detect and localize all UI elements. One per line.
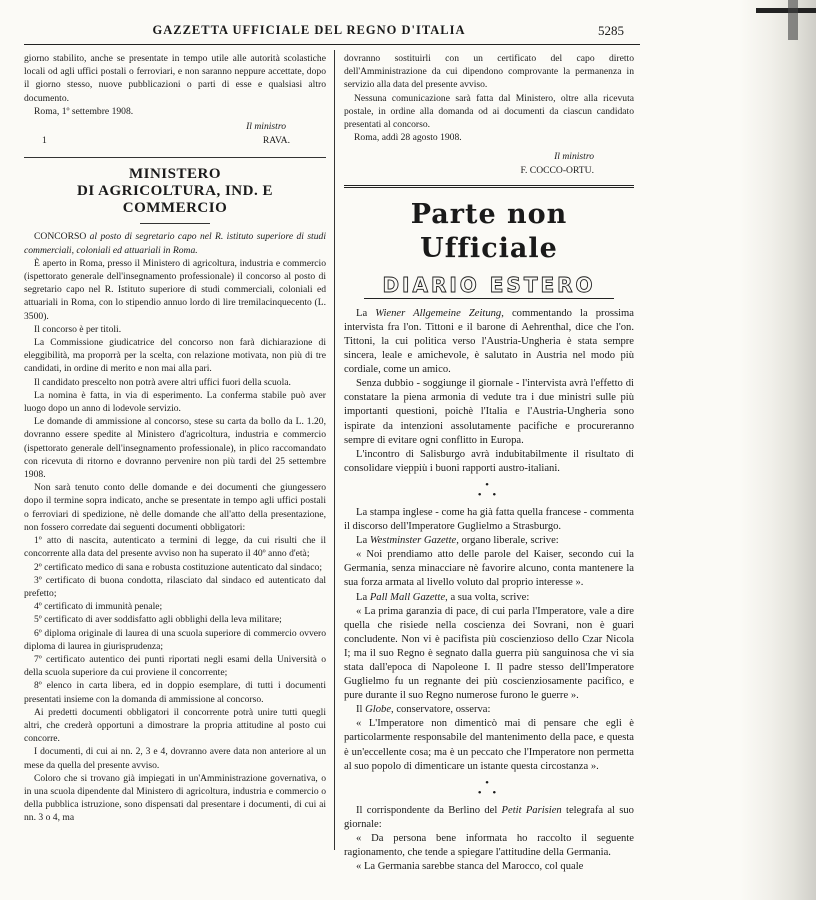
left-top-paragraph: giorno stabilito, anche se presentate in tempo utile alle autorità scolastiche locali od agli uffici postali o ferroviari, e non saranno neppure accettate, dopo il giorno stesso, nuove pubblicazioni o parti di esse e qualsiasi altro documento.	[24, 53, 326, 104]
document-item: 7º certificato autentico dei punti riportati negli esami della Università o della scuola superiore da cui proviene il concorrente;	[24, 653, 326, 679]
article-paragraph: Senza dubbio - soggiunge il giornale - l'intervista avrà l'effetto di constatare la piena armonia di vedute tra i due ministri sulle più importanti questioni, poichè l'Italia e l'Austria-Ungheria sono ispirate da intenzioni assolutamente pacifiche e procureranno sempre di evitare ogni conflitto in Europa.	[344, 378, 634, 446]
gazette-title: GAZZETTA UFFICIALE DEL REGNO D'ITALIA	[152, 23, 466, 37]
document-item: 6º diploma originale di laurea di una scuola superiore di commercio ovvero diploma di laurea in giurisprudenza;	[24, 627, 326, 652]
text-run: Il corrispondente da Berlino del	[356, 804, 502, 816]
right-notice	[344, 52, 634, 144]
document-item: 8º elenco in carta libera, ed in doppio esemplare, di tutti i documenti presentati insieme con la domanda di ammissione al concorso.	[24, 680, 326, 705]
text-run: La	[356, 535, 370, 547]
article-paragraph	[344, 703, 634, 717]
subsection-rule	[364, 298, 614, 299]
article-quote: « Noi prendiamo atto delle parole del Kaiser, secondo cui la Germania, senza minacciare nè favorire alcuno, conta mantenere la sua forza armata al livello voluto dal proprio interesse ».	[344, 549, 634, 589]
article-paragraph	[344, 534, 634, 548]
left-paragraph: Non sarà tenuto conto delle domande e dei documenti che giungessero dopo il termine sopra indicato, anche se presentate in tempo agli uffici postali o ferroviari di spedizione, nè delle domande che all'atto della presentazione, non fossero corredate dai seguenti documenti obbligatori:	[24, 482, 326, 533]
newspaper-name: Westminster Gazette	[369, 535, 457, 547]
article-quote: « La prima garanzia di pace, di cui parla l'Imperatore, vale a dire quella che risiede nella coscienza dei Sovrani, non è guari concludente. Non vi è pacifista più coscienzioso dello Czar Nicola I; ma il suo Regno è segnato dalla guerra più sanguinosa che vi sia stata dall'epoca di Napoleone I. Il padre stesso dell'Imperatore Guglielmo fu un regnante dei più coscienziosamente pacifico, e pure durante il suo Regno numerose furono le guerre ».	[344, 605, 634, 702]
article-quote: « L'Imperatore non dimenticò mai di pensare che egli è particolarmente responsabile del mantenimento della pace, e questa è un'eccellente cosa; ma è un peccato che l'Imperatore non permetta al suo popolo di dimenticare un istante questa circostanza ».	[344, 718, 634, 772]
section-frame	[344, 185, 634, 299]
page-gutter	[740, 0, 816, 900]
text-run: , organo liberale, scrive:	[456, 535, 559, 547]
article-paragraph	[344, 307, 634, 377]
concorso-title	[24, 230, 326, 256]
right-second-paragraph: Nessuna comunicazione sarà fatta dal Ministero, oltre alla ricevuta postale, in ordine alla domanda od ai documenti da ciascun candidato presentati al concorso.	[344, 92, 634, 131]
left-closing-paragraph: I documenti, di cui ai nn. 2, 3 e 4, dovranno avere data non anteriore al un mese da quella del presente avviso.	[24, 746, 326, 771]
article-paragraph	[344, 804, 634, 832]
article-quote: « Da persona bene informata ho raccolto il seguente ragionamento, che tende a spiegare l'attitudine della Germania.	[344, 832, 634, 859]
left-closing-paragraph: Ai predetti documenti obbligatori il concorrente potrà unire tutti quegli altri, che crederà opportuni a dimostrare la propria attitudine al posto cui concorre.	[24, 706, 326, 745]
article-quote: « La Germania sarebbe stanca del Marocco, col quale	[356, 861, 584, 873]
document-item: 3º certificato di buona condotta, rilasciato dal sindaco ed autenticato dal prefetto;	[24, 574, 326, 599]
text-run: La	[356, 591, 370, 603]
text-run: telegrafa al suo giornale:	[344, 804, 634, 830]
left-paragraph: Il candidato prescelto non potrà avere altri uffici fuori della scuola.	[34, 376, 291, 388]
left-paragraph: Il concorso è per titoli.	[34, 323, 122, 335]
document-item: 1º atto di nascita, autenticato a termini di legge, da cui risulti che il concorrente alla data del presente avviso non ha superato il 40º anno d'età;	[24, 535, 326, 560]
ministry-rule	[140, 223, 210, 224]
left-signer-index: 1	[42, 135, 47, 147]
left-column	[24, 52, 326, 825]
newspaper-name: Wiener Allgemeine Zeitung	[375, 307, 502, 319]
ministry-line-1: MINISTERO	[128, 166, 222, 183]
section-title: Parte non Ufficiale	[410, 198, 568, 264]
column-divider	[334, 50, 335, 850]
right-column	[344, 52, 634, 874]
scan-edge-mark	[788, 0, 798, 40]
text-run: Il	[356, 704, 366, 716]
left-signature	[24, 134, 326, 147]
document-item: 2º certificato medico di sana e robusta costituzione autenticato dal sindaco;	[34, 561, 323, 573]
text-run: , commentando la prossima intervista fra l'on. Tittoni e il barone di Aehrenthal, dice che l'on. Tittoni, la cui politica verso l'Austria-Ungheria è stata sempre sincera, leale e amichevole, è salutato in Austria nel modo più cordiale, come un amico.	[344, 307, 634, 376]
newspaper-name: Pall Mall Gazette	[369, 591, 446, 603]
diario-estero-body	[344, 307, 634, 874]
text-run: La	[356, 307, 376, 319]
article-paragraph: La stampa inglese - come ha già fatta quella francese - commenta il discorso dell'Imperatore Guglielmo a Strasburgo.	[344, 506, 634, 533]
left-closing-paragraph: Coloro che si trovano già impiegati in un'Amministrazione governativa, o in una scuola dipendente dal Ministero di agricoltura, industria e commercio o della pubblica istruzione, sono dispensati dal presentare i documenti, di cui ai nn. 3 o 4, ma	[24, 772, 326, 824]
ministry-line-2: DI AGRICOLTURA, IND. E COMMERCIO	[77, 183, 273, 217]
left-date-line: Roma, 1º settembre 1908.	[34, 105, 134, 117]
left-paragraph: La Commissione giudicatrice del concorso non farà dichiarazione di eleggibilità, ma proporrà per la scelta, con relazione motivata, non più di tre candidati, in ordine di merito e non mai alla pari.	[24, 337, 326, 375]
document-item: 4º certificato di immunità penale;	[34, 601, 163, 613]
text-run: , conservatore, osserva:	[391, 704, 491, 716]
newspaper-name: Globe	[365, 704, 392, 716]
right-top-paragraph: dovranno sostituirli con un certificato del capo diretto dell'Amministrazione da cui dipendono comprovante la permanenza in servizio alla data del presente avviso.	[344, 53, 634, 91]
left-signer-name: RAVA.	[262, 135, 290, 147]
right-date-line: Roma, addì 28 agosto 1908.	[354, 132, 462, 144]
left-paragraph: Le domande di ammissione al concorso, stese su carta da bollo da L. 1.20, dovranno essere spedite al Ministero d'agricoltura, industria e commercio (ispettorato generale dell'insegnamento professionale), in plico raccomandato con ricevuta di ritorno e dovranno pervenire non più tardi del 25 settembre 1908.	[24, 416, 326, 481]
scan-edge-bar	[756, 8, 816, 13]
article-paragraph: L'incontro di Salisburgo avrà indubitabilmente il risultato di consolidare vieppiù i buoni rapporti austro-italiani.	[344, 448, 634, 474]
text-run: , a sua volta, scrive:	[445, 591, 530, 603]
document-item: 5º certificato di aver soddisfatto agli obblighi della leva militare;	[34, 614, 282, 626]
section-separator: • • •	[477, 776, 501, 799]
left-paragraph: È aperto in Roma, presso il Ministero di agricoltura, industria e commercio (ispettorato generale dell'insegnamento professionale) il concorso al posto di segretario capo nel R. Istituto superiore di studi commerciali, coloniali ed attuariali in Roma, con lo stipendio annuo lordo di lire tremilacinquecento (L. 3500).	[24, 257, 326, 322]
concorso-head: CONCORSO	[34, 231, 87, 243]
subsection-title: DIARIO ESTERO	[382, 272, 596, 297]
concorso-rest: al posto di segretario capo nel R. istituto superiore di studi commerciali, coloniali ed attuariali in Roma.	[24, 231, 326, 256]
right-signer-title: Il ministro	[554, 151, 594, 163]
section-separator: • • •	[477, 478, 501, 501]
page-number: 5285	[598, 23, 624, 38]
newspaper-name: Petit Parisien	[501, 804, 562, 816]
right-signer-name: F. COCCO-ORTU.	[520, 164, 594, 176]
left-paragraph: La nomina è fatta, in via di esperimento. La conferma stabile può aver luogo dopo un anno di lodevole servizio.	[24, 389, 326, 415]
left-signer-title: Il ministro	[246, 121, 286, 133]
article-paragraph	[344, 591, 634, 605]
ministry-heading	[24, 157, 326, 217]
